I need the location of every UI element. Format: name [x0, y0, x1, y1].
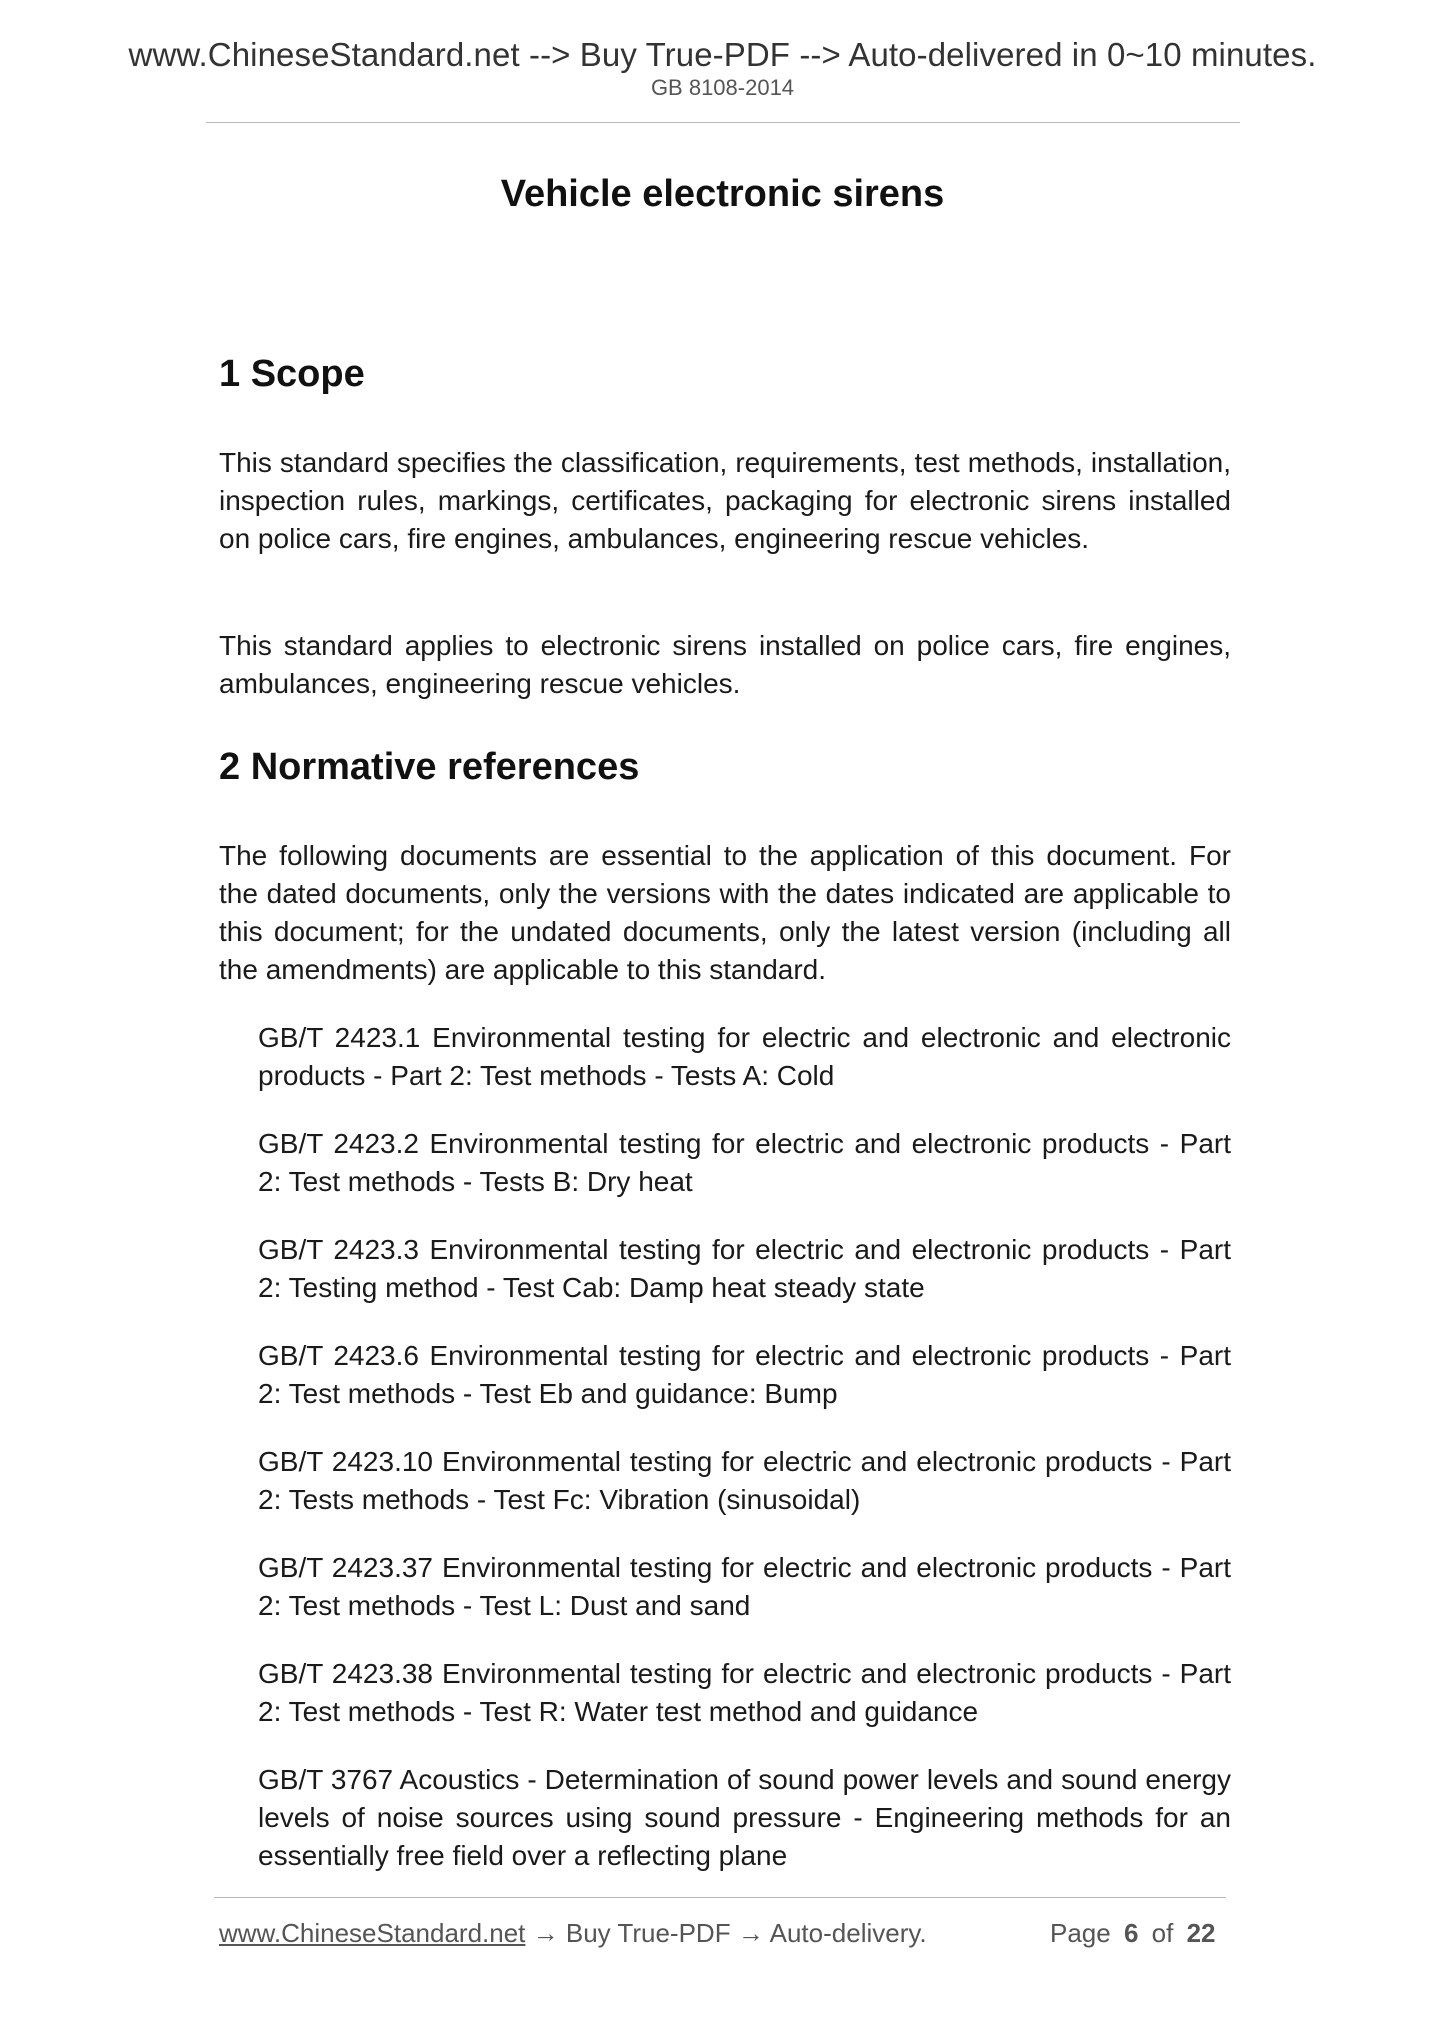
reference-item: GB/T 3767 Acoustics - Determination of sound power levels and sound energy levels of noise sources using sound pressure - Engineering methods for an essentially free field over a reflecting plane [258, 1764, 1231, 1871]
section-2-heading: 2 Normative references [219, 746, 640, 788]
reference-item: GB/T 2423.38 Environmental testing for electric and electronic products - Part 2: Test methods - Test R: Water test method and guidance [258, 1658, 1231, 1727]
footer-promo [219, 1918, 927, 1949]
header-banner: www.ChineseStandard.net --> Buy True-PDF --> Auto-delivered in 0~10 minutes. [128, 36, 1317, 73]
section-1-heading: 1 Scope [219, 353, 365, 395]
section-2-intro: The following documents are essential to the application of this document. For the dated documents, only the versions with the dates indicated are applicable to this document; for the undated documents, only the latest version (including all the amendments) are applicable to this standard. [219, 840, 1231, 985]
page-total: 22 [1186, 1918, 1216, 1948]
standard-number: GB 8108-2014 [650, 75, 795, 100]
footer-buy-text: Buy True-PDF [565, 1918, 731, 1948]
reference-item: GB/T 2423.1 Environmental testing for electric and electronic and electronic products - Part 2: Test methods - Tests A: Cold [258, 1022, 1231, 1091]
reference-item: GB/T 2423.10 Environmental testing for electric and electronic products - Part 2: Tests methods - Test Fc: Vibration (sinusoidal) [258, 1446, 1231, 1515]
page-indicator [1050, 1918, 1216, 1949]
page-label: Page [1050, 1918, 1111, 1948]
page-number: 6 [1123, 1918, 1139, 1948]
reference-item: GB/T 2423.3 Environmental testing for electric and electronic products - Part 2: Testing method - Test Cab: Damp heat steady state [258, 1234, 1231, 1303]
footer-delivery-text: Auto-delivery. [769, 1918, 927, 1948]
footer-site-link[interactable]: www.ChineseStandard.net [219, 1918, 526, 1948]
arrow-right-icon: → [532, 1918, 559, 1948]
of-label: of [1151, 1918, 1174, 1948]
reference-item: GB/T 2423.6 Environmental testing for electric and electronic products - Part 2: Test methods - Test Eb and guidance: Bump [258, 1340, 1231, 1409]
document-title: Vehicle electronic sirens [500, 173, 945, 215]
reference-item: GB/T 2423.37 Environmental testing for electric and electronic products - Part 2: Test methods - Test L: Dust and sand [258, 1552, 1231, 1621]
arrow-right-icon: → [737, 1918, 764, 1948]
section-1-paragraph: This standard applies to electronic sirens installed on police cars, fire engines, ambulances, engineering rescue vehicles. [219, 630, 1231, 699]
header-divider [206, 122, 1240, 123]
section-1-paragraph: This standard specifies the classification, requirements, test methods, installation, inspection rules, markings, certificates, packaging for electronic sirens installed on police cars, fire engines, ambulances, engineering rescue vehicles. [219, 447, 1231, 554]
footer-divider [214, 1897, 1226, 1898]
reference-item: GB/T 2423.2 Environmental testing for electric and electronic products - Part 2: Test methods - Tests B: Dry heat [258, 1128, 1231, 1197]
